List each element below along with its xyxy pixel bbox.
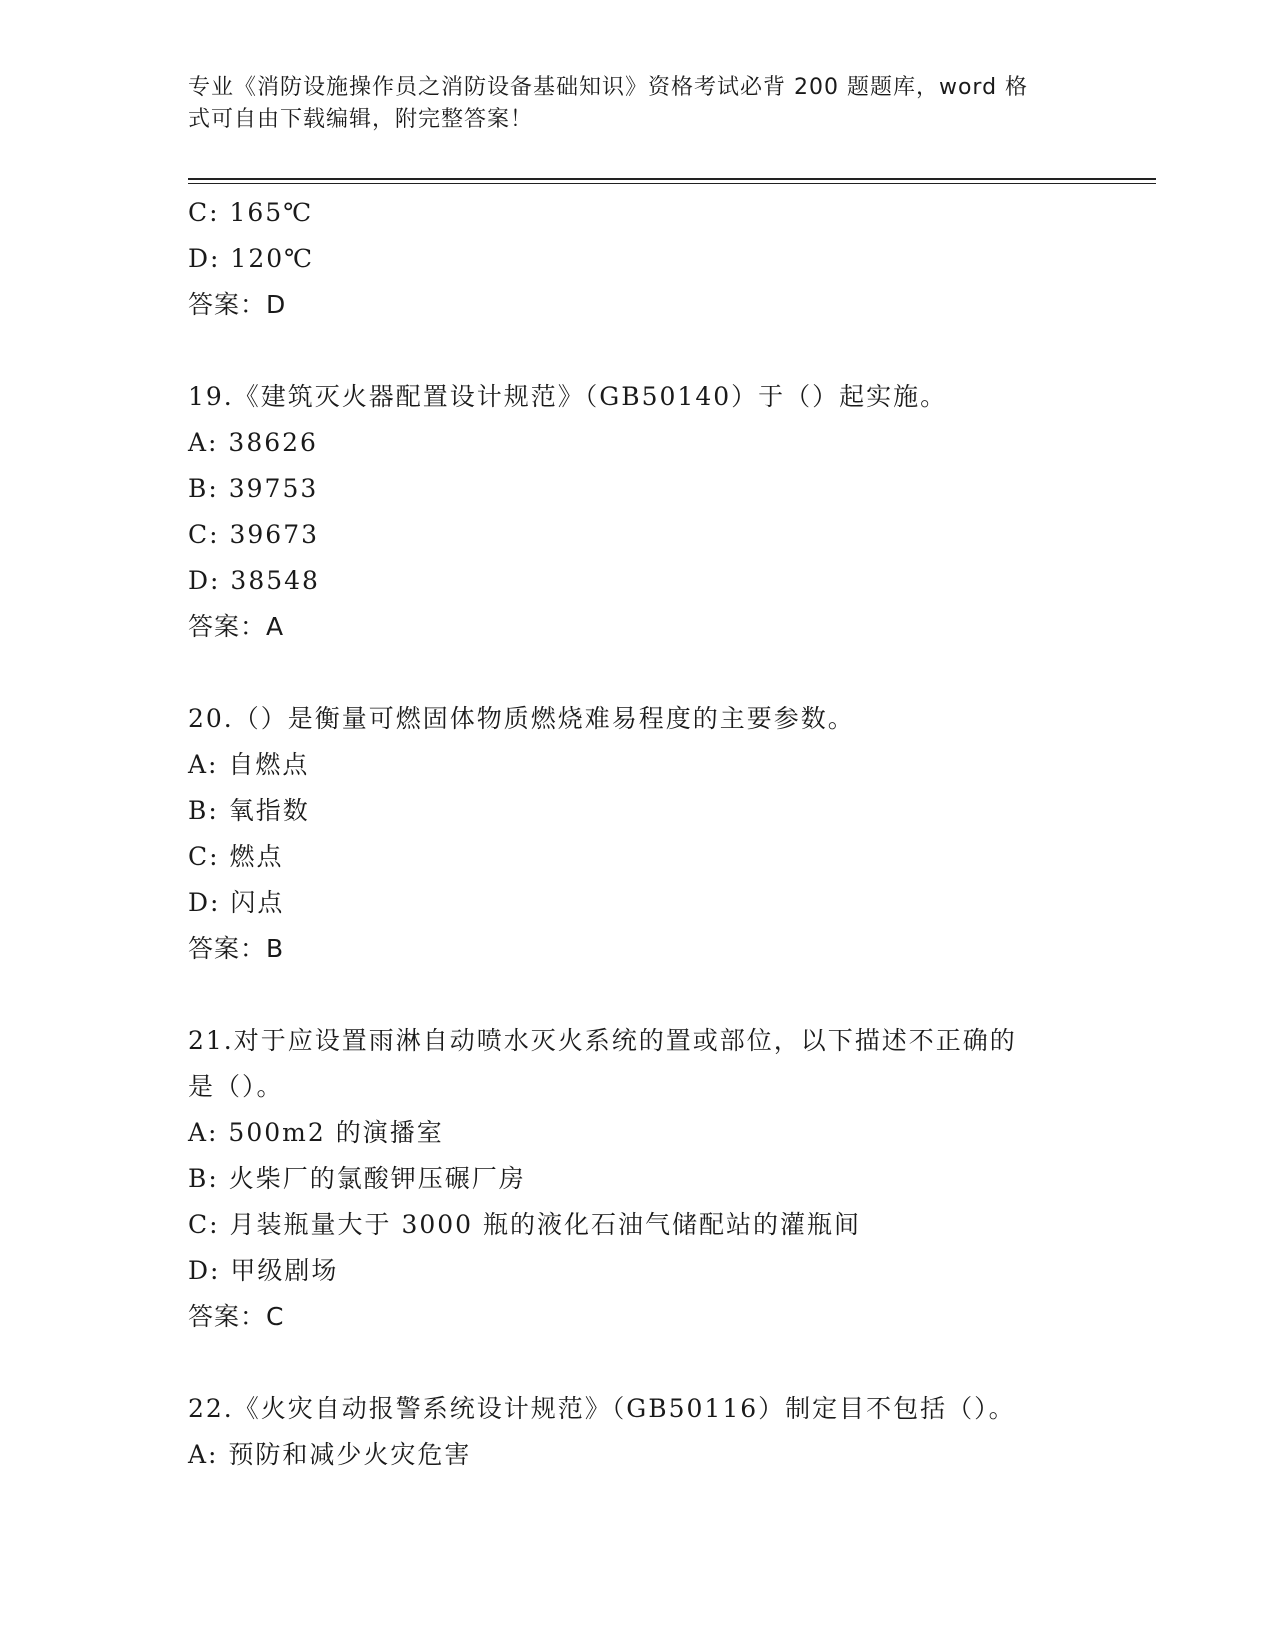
- spacer: [188, 650, 1088, 696]
- option-b: B: 火柴厂的氯酸钾压碾厂房: [188, 1164, 526, 1193]
- option-d: D: 120℃: [188, 244, 315, 273]
- option-b: B: 氧指数: [188, 796, 310, 825]
- question-stem: 20.（）是衡量可燃固体物质燃烧难易程度的主要参数。: [188, 704, 855, 733]
- question-stem: 19.《建筑灭火器配置设计规范》（GB50140）于（）起实施。: [188, 382, 948, 411]
- question-22: [188, 1386, 1088, 1478]
- option-a: A: 500m2 的演播室: [188, 1118, 444, 1147]
- question-20: [188, 696, 1088, 972]
- question-stem-line-1: 21.对于应设置雨淋自动喷水灭火系统的置或部位，以下描述不正确的: [188, 1026, 1017, 1055]
- spacer: [188, 1340, 1088, 1386]
- header-line-2: 式可自由下载编辑，附完整答案！: [188, 107, 534, 132]
- answer-line: 答案：C: [188, 1302, 285, 1331]
- answer-line: 答案：B: [188, 934, 285, 963]
- question-stem-line-2: 是（）。: [188, 1072, 284, 1101]
- option-c: C: 燃点: [188, 842, 284, 871]
- question-stem: 22.《火灾自动报警系统设计规范》（GB50116）制定目不包括（）。: [188, 1394, 1016, 1423]
- question-19: [188, 374, 1088, 650]
- option-d: D: 甲级剧场: [188, 1256, 339, 1285]
- option-a: A: 预防和减少火灾危害: [188, 1440, 472, 1469]
- question-21: [188, 1018, 1088, 1340]
- option-a: A: 38626: [188, 428, 318, 457]
- document-header: [188, 72, 1088, 136]
- option-d: D: 38548: [188, 566, 320, 595]
- spacer: [188, 328, 1088, 374]
- header-divider: [188, 178, 1156, 184]
- option-b: B: 39753: [188, 474, 319, 503]
- header-line-1: 专业《消防设施操作员之消防设备基础知识》资格考试必背 200 题题库，word 格: [188, 75, 1029, 100]
- option-d: D: 闪点: [188, 888, 285, 917]
- document-body: [188, 190, 1088, 1478]
- spacer: [188, 972, 1088, 1018]
- option-a: A: 自燃点: [188, 750, 310, 779]
- answer-line: 答案：D: [188, 290, 287, 319]
- option-c: C: 月装瓶量大于 3000 瓶的液化石油气储配站的灌瓶间: [188, 1210, 862, 1239]
- answer-line: 答案：A: [188, 612, 285, 641]
- option-c: C: 165℃: [188, 198, 314, 227]
- question-18-continued: [188, 190, 1088, 328]
- option-c: C: 39673: [188, 520, 320, 549]
